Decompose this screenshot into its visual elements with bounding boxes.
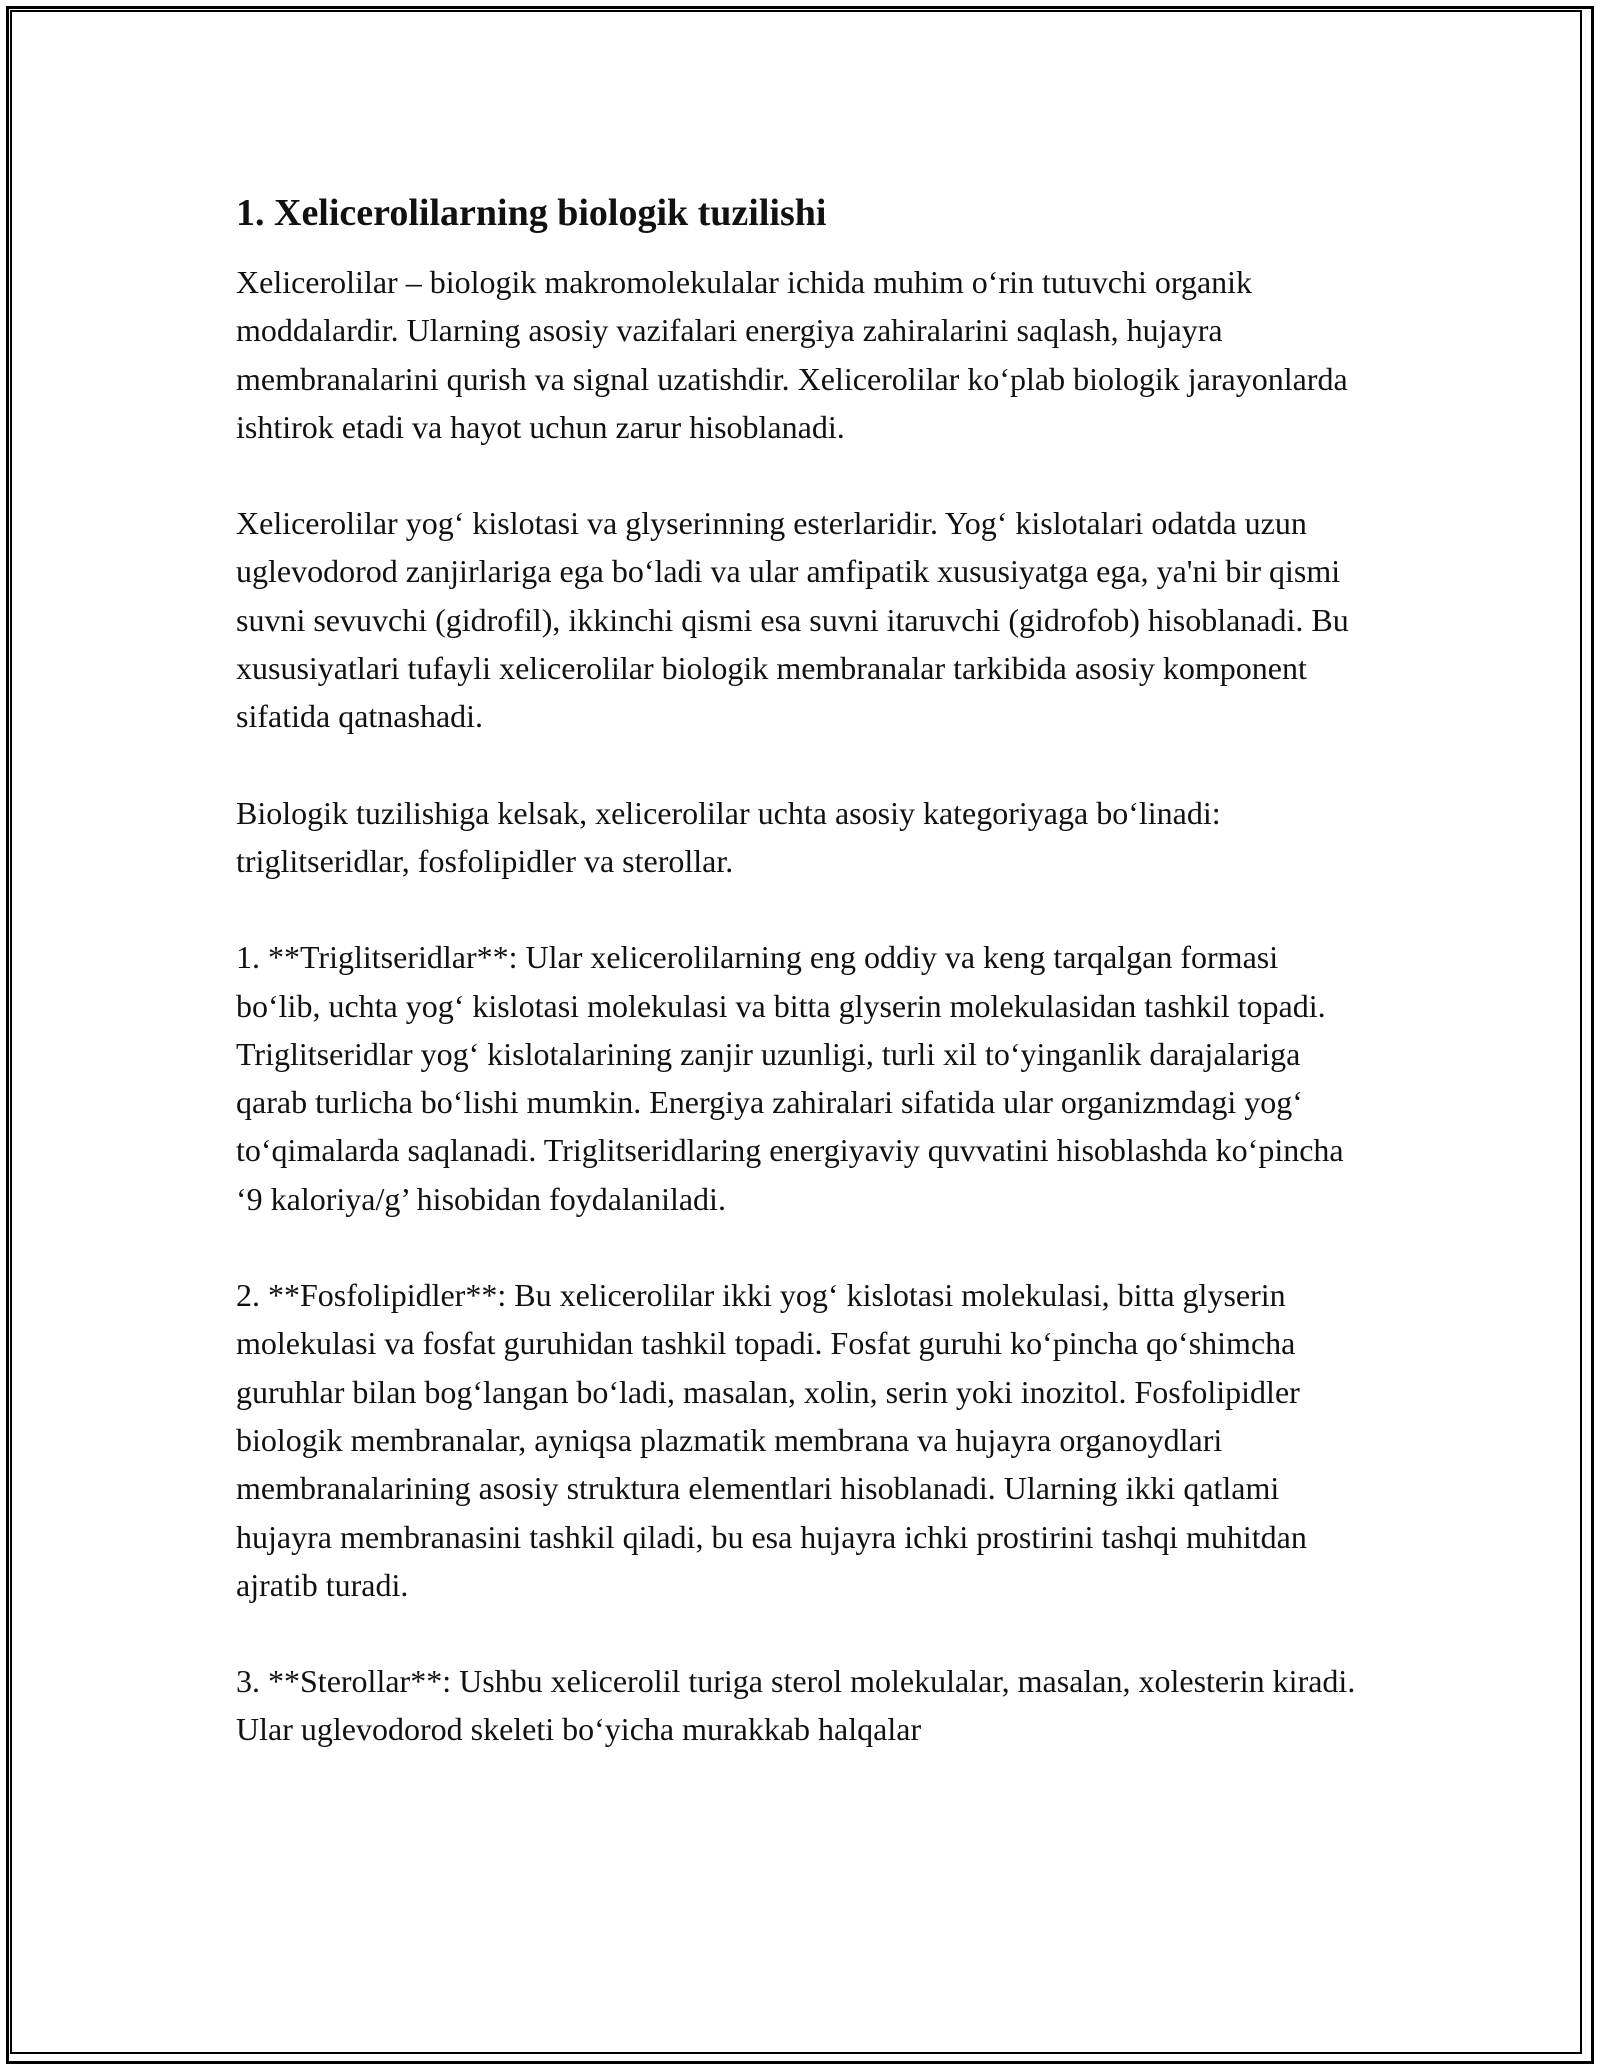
paragraph-structure: Xelicerolilar yog‘ kislotasi va glyserinning esterlaridir. Yog‘ kislotalari odatda uzun uglevodorod zanjirlariga ega bo‘ladi va ular amfipatik xususiyatga ega, ya'ni bir qismi suvni sevuvchi (gidrofil), ikkinchi qismi esa suvni itaruvchi (gidrofob) hisoblanadi. Bu xususiyatlari tufayli xelicerolilar biologik membranalar tarkibida asosiy komponent sifatida qatnashadi. [236,505,1349,735]
paragraph-intro: Xelicerolilar – biologik makromolekulalar ichida muhim o‘rin tutuvchi organik moddalardir. Ularning asosiy vazifalari energiya zahiralarini saqlash, hujayra membranalarini qurish va signal uzatishdir. Xelicerolilar ko‘plab biologik jarayonlarda ishtirok etadi va hayot uchun zarur hisoblanadi. [236,264,1348,445]
section-heading: 1. Xelicerolilarning biologik tuzilishi [236,192,827,234]
paragraph-phospholipids: 2. **Fosfolipidler**: Bu xelicerolilar ikki yog‘ kislotasi molekulasi, bitta glyserin molekulasi va fosfat guruhidan tashkil topadi. Fosfat guruhi ko‘pincha qo‘shimcha guruhlar bilan bog‘langan bo‘ladi, masalan, xolin, serin yoki inozitol. Fosfolipidler biologik membranalar, ayniqsa plazmatik membrana va hujayra organoydlari membranalarining asosiy struktura elementlari hisoblanadi. Ularning ikki qatlami hujayra membranasini tashkil qiladi, bu esa hujayra ichki prostirini tashqi muhitdan ajratib turadi. [236,1277,1307,1603]
document-body [236,188,1366,1802]
paragraph-triglycerides: 1. **Triglitseridlar**: Ular xelicerolilarning eng oddiy va keng tarqalgan formasi bo‘lib, uchta yog‘ kislotasi molekulasi va bitta glyserin molekulasidan tashkil topadi. Triglitseridlar yog‘ kislotalarining zanjir uzunligi, turli xil to‘yinganlik darajalariga qarab turlicha bo‘lishi mumkin. Energiya zahiralari sifatida ular organizmdagi yog‘ to‘qimalarda saqlanadi. Triglitseridlaring energiyaviy quvvatini hisoblashda ko‘pincha ‘9 kaloriya/g’ hisobidan foydalaniladi. [236,939,1344,1217]
paragraph-categories: Biologik tuzilishiga kelsak, xelicerolilar uchta asosiy kategoriyaga bo‘linadi: triglitseridlar, fosfolipidler va sterollar. [236,794,1221,879]
paragraph-sterols: 3. **Sterollar**: Ushbu xelicerolil turiga sterol molekulalar, masalan, xolesterin kiradi. Ular uglevodorod skeleti bo‘yicha murakkab halqalar [236,1663,1356,1748]
